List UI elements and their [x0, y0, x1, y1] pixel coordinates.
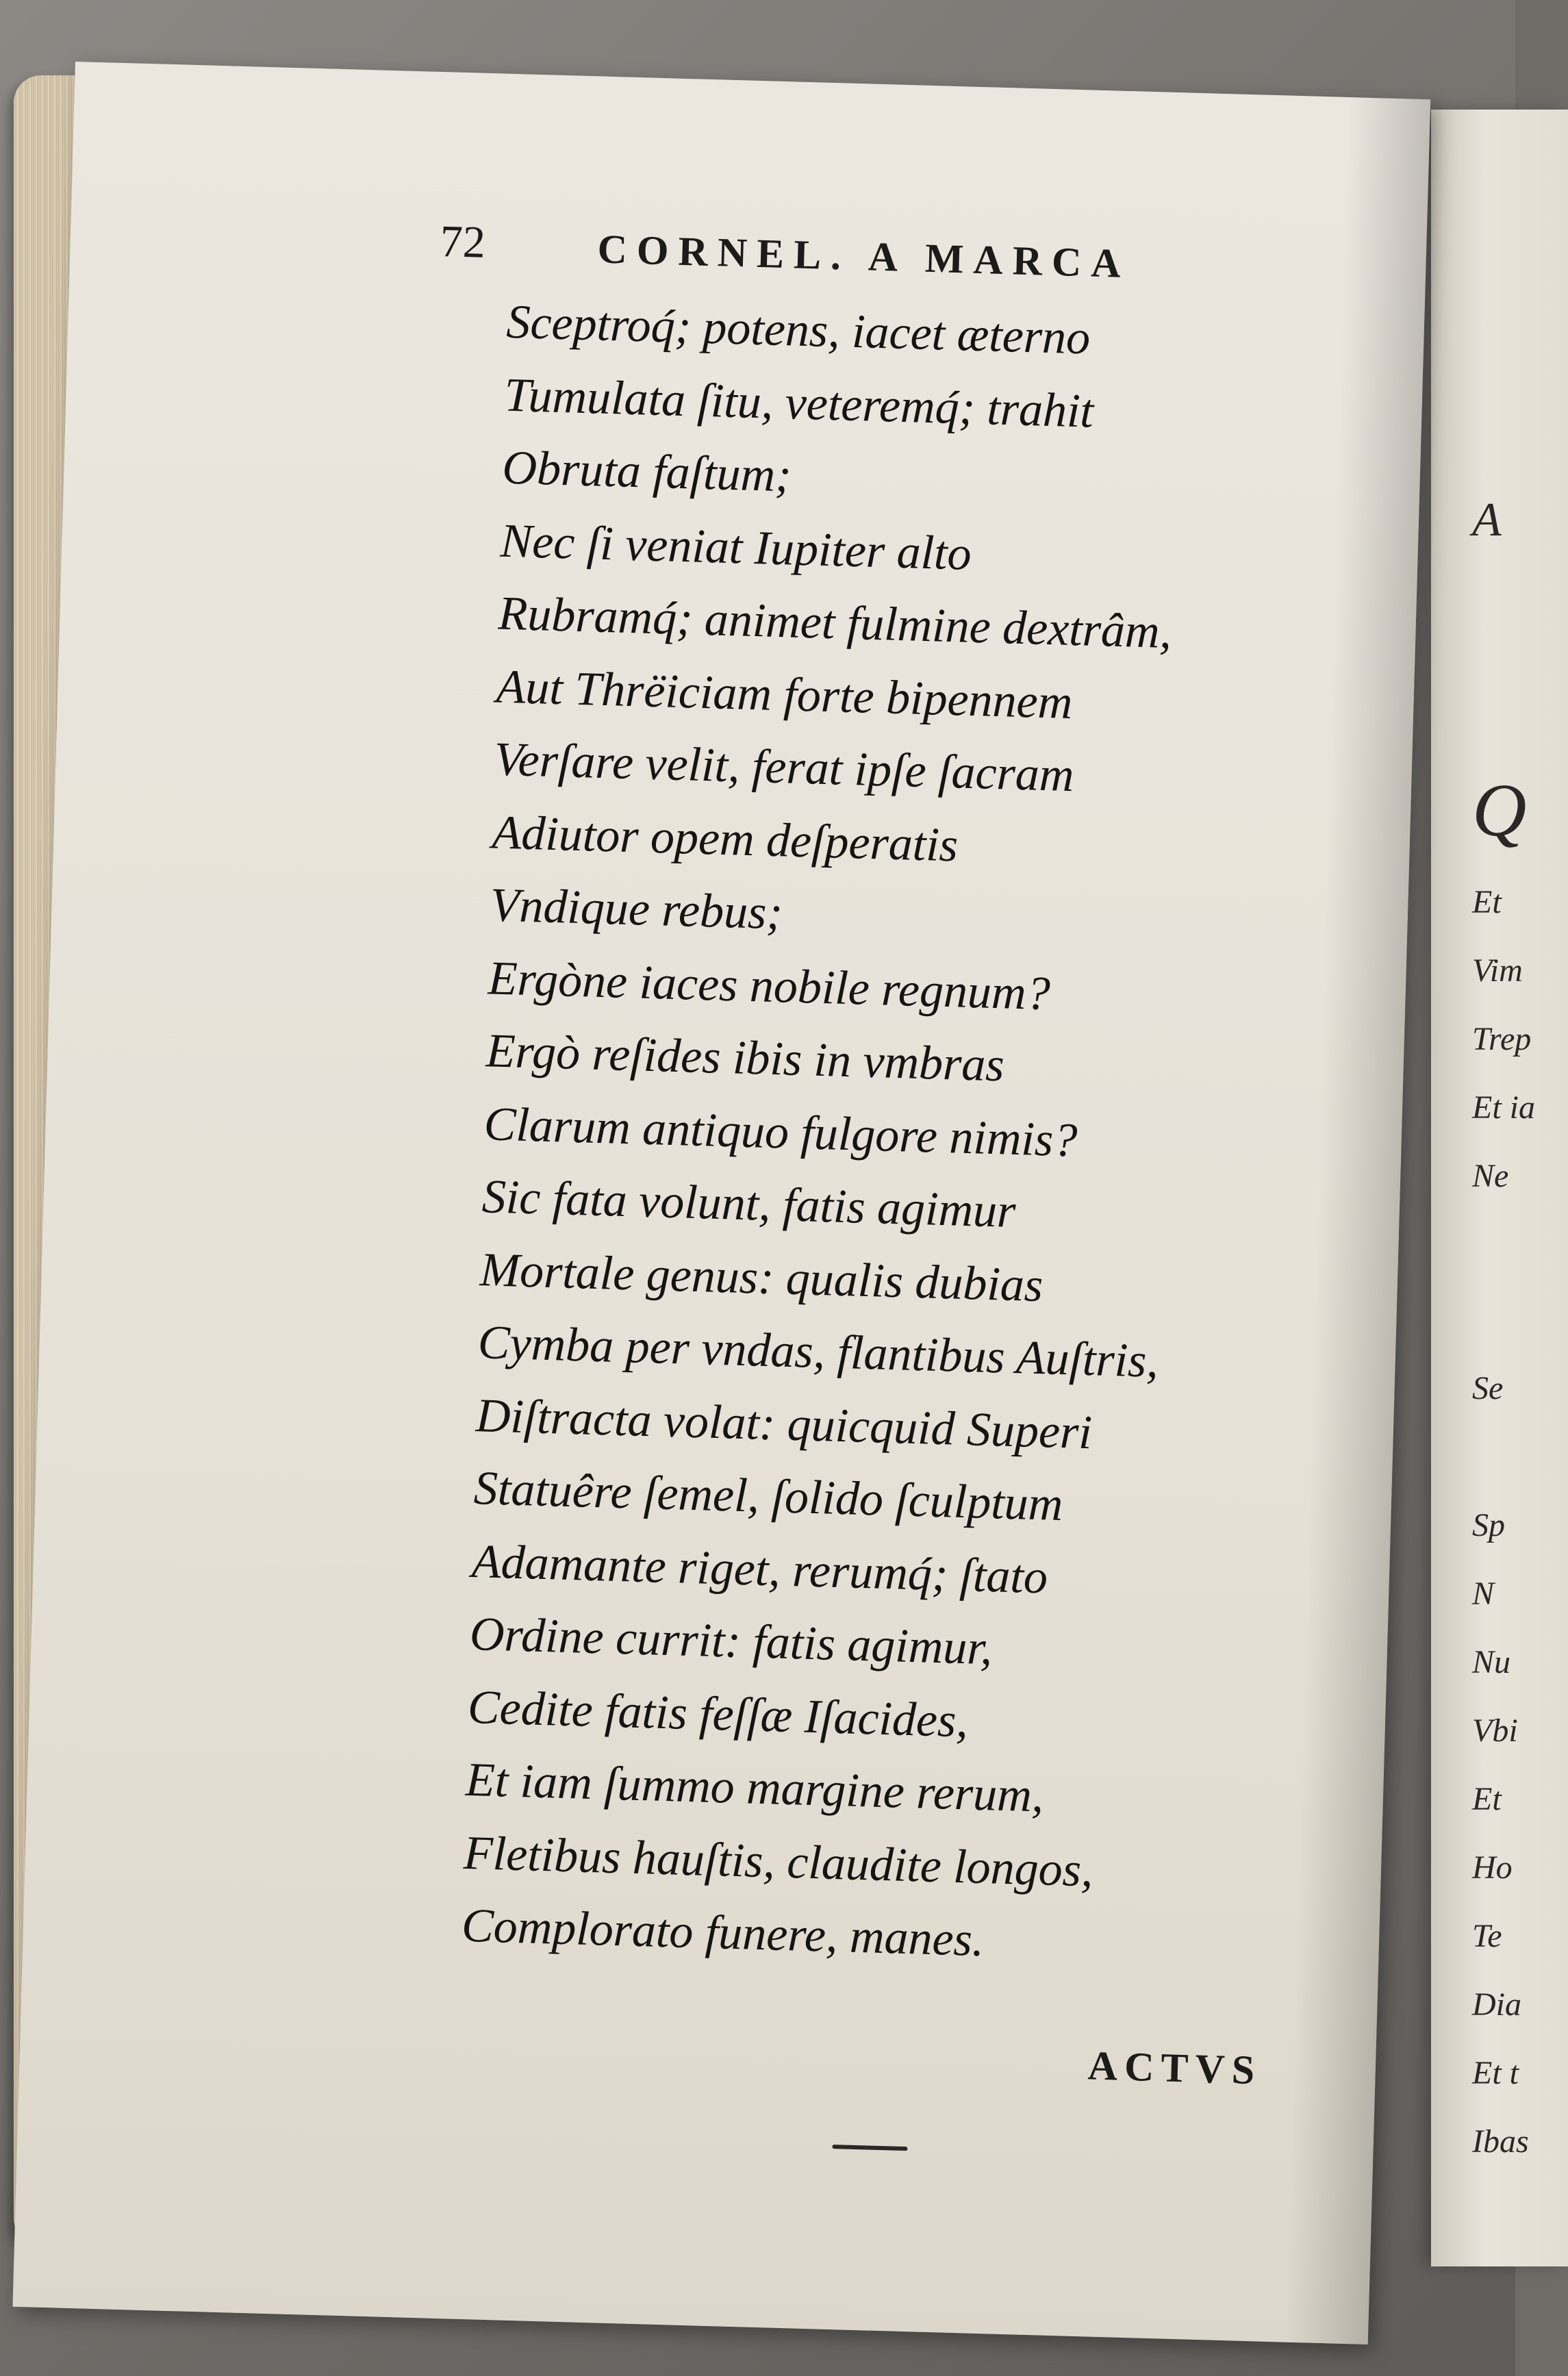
facing-page-fragment: Trep	[1472, 1021, 1532, 1057]
facing-page-fragment: Te	[1472, 1918, 1502, 1954]
verse-line: Mortale genus: qualis dubias	[479, 1243, 1044, 1312]
verse-line: Sceptroq́; potens, iacet æterno	[505, 295, 1091, 365]
page-number: 72	[439, 216, 486, 268]
verse-line: Adiutor opem deſperatis	[491, 805, 959, 872]
facing-page-fragment: Se	[1472, 1370, 1504, 1406]
verse-line: Cedite fatis feſſæ Iſacides,	[467, 1680, 969, 1747]
facing-page-fragment: Et	[1472, 884, 1502, 920]
facing-page-fragment: Et	[1472, 1781, 1502, 1817]
book-page	[12, 62, 1430, 2345]
verse-line: Aut Thrëiciam forte bipennem	[495, 660, 1074, 729]
facing-page-fragment: Vbi	[1472, 1713, 1518, 1749]
verse-line: Verſare velit, ferat ipſe ſacram	[493, 733, 1075, 802]
verse-line: Cymba per vndas, flantibus Auſtris,	[477, 1316, 1159, 1388]
facing-page-fragment: Ne	[1472, 1158, 1509, 1194]
verse-line: Obruta faſtum;	[501, 441, 792, 503]
verse-line: Adamante riget, rerumq́; ſtato	[471, 1534, 1049, 1604]
facing-page-fragment: Ho	[1472, 1849, 1513, 1886]
verse-line: Complorato funere, manes.	[461, 1899, 985, 1967]
facing-page-fragment: Sp	[1472, 1507, 1505, 1543]
facing-page-fragment: Dia	[1472, 1986, 1521, 2023]
verse-line: Sic fata volunt, fatis agimur	[481, 1170, 1017, 1238]
facing-page-fragment: Q	[1472, 768, 1527, 852]
verse-line: Ordine currit: fatis agimur,	[469, 1607, 994, 1676]
verse-line: Fletibus hauſtis, claudite longos,	[463, 1826, 1094, 1897]
facing-page-fragment: Vim	[1472, 952, 1523, 989]
verse-line: Clarum antiquo fulgore nimis?	[483, 1097, 1078, 1167]
facing-page-fragment: Et t	[1472, 2055, 1519, 2091]
verse-line: Et iam ſummo margine rerum,	[465, 1753, 1045, 1823]
verse-line: Ergòne iaces nobile regnum?	[487, 951, 1051, 1020]
running-head: CORNEL. A MARCA	[596, 226, 1131, 287]
facing-page-fragment: Ibas	[1472, 2123, 1529, 2160]
facing-page-fragment: N	[1472, 1576, 1495, 1612]
facing-page	[1431, 110, 1568, 2266]
verse-line: Rubramq́; animet fulmine dextrâm,	[497, 587, 1173, 659]
verse-line: Nec ſi veniat Iupiter alto	[499, 514, 972, 581]
facing-page-fragment: Et ia	[1472, 1089, 1535, 1126]
verse-line: Ergò reſides ibis in vmbras	[485, 1024, 1005, 1092]
verse-line: Diſtracta volat: quicquid Superi	[475, 1389, 1093, 1459]
ink-mark	[832, 2145, 907, 2151]
catchword: ACTVS	[1087, 2043, 1263, 2093]
verse-line: Vndique rebus;	[489, 879, 783, 940]
verse-line: Statuêre ſemel, ſolido ſculptum	[472, 1462, 1064, 1532]
facing-page-fragment: A	[1472, 494, 1502, 546]
facing-page-fragment: Nu	[1472, 1644, 1511, 1680]
verse-line: Tumulata ſitu, veteremq́; trahit	[503, 368, 1095, 438]
verse-block	[461, 286, 1391, 1988]
